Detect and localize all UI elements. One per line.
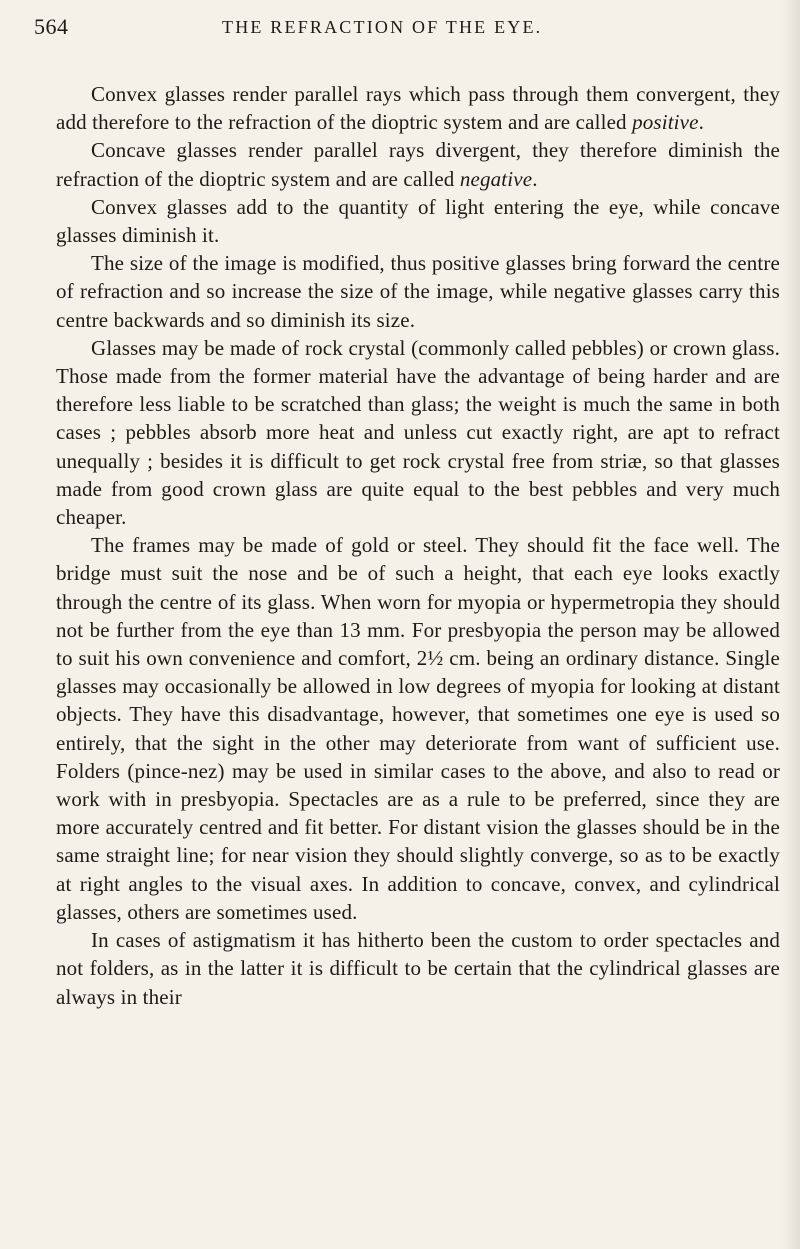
- paragraph-text: .: [532, 166, 538, 191]
- paragraph-astigmatism: In cases of astigmatism it has hitherto been the custom to order spectacles and not folders, as in the latter it is difficult to be certain that the cylindrical glasses are always in their: [56, 928, 780, 1009]
- paragraph-image-size: The size of the image is modified, thus positive glasses bring forward the centre of refraction and so increase the size of the image, while negative glasses carry this centre backwards and so diminish its size.: [56, 251, 780, 332]
- italic-term-positive: positive: [632, 110, 699, 135]
- body-text: [56, 80, 780, 1011]
- paragraph-glass-materials: Glasses may be made of rock crystal (commonly called pebbles) or crown glass. Those made from the former material have the advantage of being harder and are therefore less liable to be scratched than glass; the weight is much the same in both cases ; pebbles absorb more heat and unless cut exactly right, are apt to refract unequally ; besides it is difficult to get rock crystal free from striæ, so that glasses made from good crown glass are quite equal to the best pebbles and very much cheaper.: [56, 335, 780, 530]
- page-number: 564: [34, 14, 69, 39]
- running-head: THE REFRACTION OF THE EYE.: [222, 17, 543, 37]
- page-edge-shadow: [782, 0, 800, 1249]
- paragraph-text: Concave glasses render parallel rays divergent, they therefore diminish the refraction of the dioptric system and are called: [56, 138, 780, 191]
- paragraph-concave-glasses: [56, 136, 780, 192]
- italic-term-negative: negative: [459, 166, 533, 191]
- paragraph-text: .: [698, 110, 705, 135]
- page-header: [0, 14, 800, 44]
- paragraph-light-quantity: Convex glasses add to the quantity of light entering the eye, while concave glasses diminish it.: [56, 194, 780, 248]
- paragraph-text: Convex glasses render parallel rays which pass through them convergent, they add therefore to the refraction of the dioptric system and are called: [56, 82, 780, 135]
- paragraph-frames: The frames may be made of gold or steel. They should fit the face well. The bridge must suit the nose and be of such a height, that each eye looks exactly through the centre of its glass. When worn for myopia or hypermetropia they should not be further from the eye than 13 mm. For presbyopia the person may be allowed to suit his own convenience and comfort, 2½ cm. being an ordinary distance. Single glasses may occasionally be allowed in low degrees of myopia for looking at distant objects. They have this disadvantage, however, that sometimes one eye is used so entirely, that the sight in the other may deteriorate from want of sufficient use. Folders (pince-nez) may be used in similar cases to the above, and also to read or work with in presbyopia. Spectacles are as a rule to be preferred, since they are more accurately centred and fit better. For distant vision the glasses should be in the same straight line; for near vision they should slightly converge, so as to be exactly at right angles to the visual axes. In addition to concave, convex, and cylindrical glasses, others are sometimes used.: [56, 533, 780, 924]
- paragraph-convex-glasses: [56, 80, 780, 136]
